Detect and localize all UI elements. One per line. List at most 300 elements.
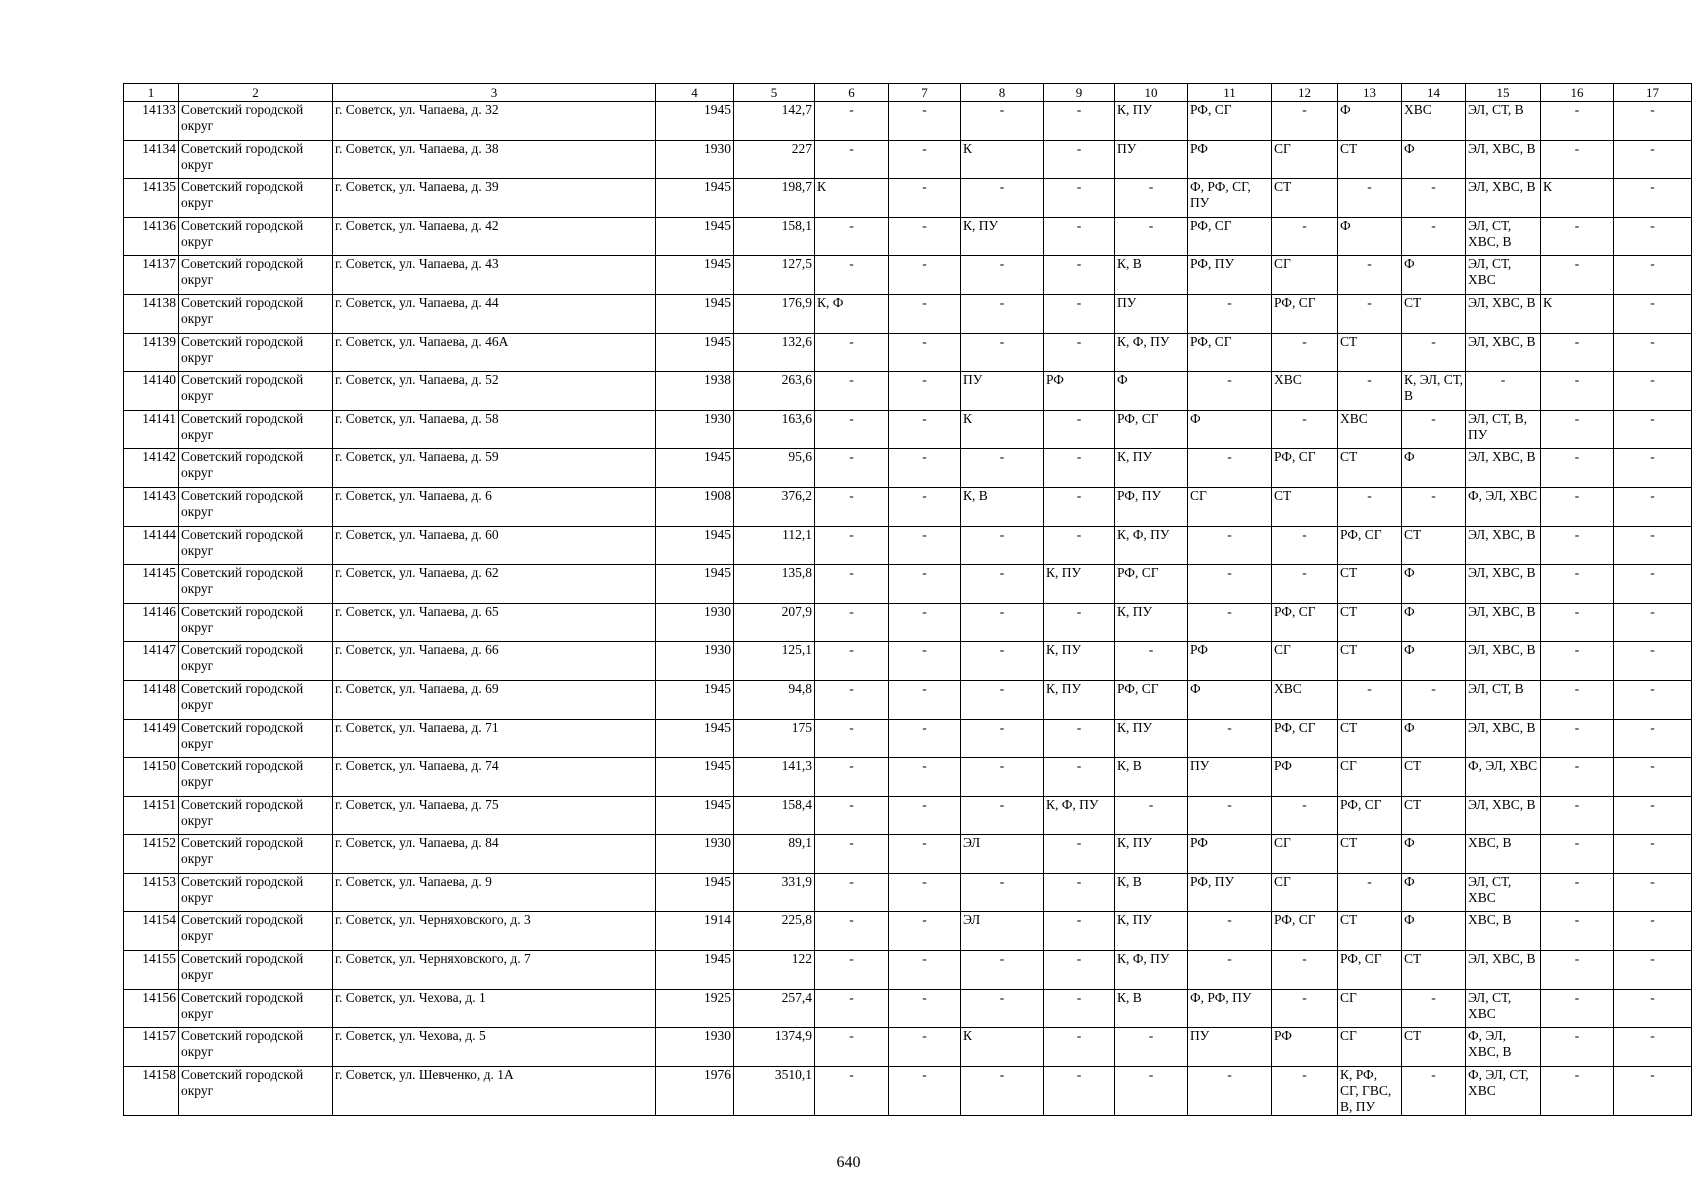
cell-col-11: - bbox=[1188, 912, 1272, 951]
cell-col-16: - bbox=[1541, 526, 1614, 565]
column-header-11: 11 bbox=[1188, 84, 1272, 102]
cell-col-17: - bbox=[1614, 256, 1692, 295]
column-header-14: 14 bbox=[1402, 84, 1466, 102]
cell-col-10: - bbox=[1115, 796, 1188, 835]
cell-col-17: - bbox=[1614, 951, 1692, 990]
table-row bbox=[124, 410, 1692, 449]
cell-col-16: - bbox=[1541, 372, 1614, 411]
cell-col-10: - bbox=[1115, 217, 1188, 256]
cell-col-4: 1930 bbox=[656, 1028, 734, 1067]
cell-col-5: 141,3 bbox=[734, 758, 815, 797]
cell-col-14: Ф bbox=[1402, 565, 1466, 604]
cell-col-8: К, ПУ bbox=[961, 217, 1044, 256]
cell-col-1: 14145 bbox=[124, 565, 179, 604]
cell-col-3: г. Советск, ул. Чапаева, д. 71 bbox=[333, 719, 656, 758]
cell-col-7: - bbox=[889, 1028, 961, 1067]
cell-col-17: - bbox=[1614, 1066, 1692, 1115]
cell-col-6: - bbox=[815, 449, 889, 488]
cell-col-9: - bbox=[1044, 835, 1115, 874]
cell-col-12: СТ bbox=[1272, 487, 1338, 526]
cell-col-13: СТ bbox=[1338, 719, 1402, 758]
table-row bbox=[124, 140, 1692, 179]
cell-col-15: ЭЛ, ХВС, В bbox=[1466, 333, 1541, 372]
cell-col-17: - bbox=[1614, 796, 1692, 835]
cell-col-12: ХВС bbox=[1272, 680, 1338, 719]
cell-col-3: г. Советск, ул. Чапаева, д. 44 bbox=[333, 294, 656, 333]
cell-col-11: - bbox=[1188, 796, 1272, 835]
cell-col-7: - bbox=[889, 487, 961, 526]
cell-col-10: К, ПУ bbox=[1115, 449, 1188, 488]
cell-col-7: - bbox=[889, 410, 961, 449]
cell-col-12: РФ bbox=[1272, 758, 1338, 797]
cell-col-10: - bbox=[1115, 1066, 1188, 1115]
table-row bbox=[124, 912, 1692, 951]
cell-col-12: СТ bbox=[1272, 179, 1338, 218]
cell-col-16: - bbox=[1541, 873, 1614, 912]
cell-col-6: - bbox=[815, 372, 889, 411]
cell-col-2: Советский городской округ bbox=[179, 179, 333, 218]
cell-col-6: - bbox=[815, 487, 889, 526]
cell-col-4: 1930 bbox=[656, 642, 734, 681]
cell-col-3: г. Советск, ул. Чапаева, д. 69 bbox=[333, 680, 656, 719]
cell-col-16: - bbox=[1541, 256, 1614, 295]
cell-col-12: РФ bbox=[1272, 1028, 1338, 1067]
cell-col-5: 175 bbox=[734, 719, 815, 758]
cell-col-17: - bbox=[1614, 333, 1692, 372]
cell-col-2: Советский городской округ bbox=[179, 989, 333, 1028]
cell-col-16: - bbox=[1541, 140, 1614, 179]
cell-col-8: - bbox=[961, 449, 1044, 488]
cell-col-2: Советский городской округ bbox=[179, 951, 333, 990]
cell-col-4: 1945 bbox=[656, 526, 734, 565]
cell-col-15: ЭЛ, СТ, В bbox=[1466, 102, 1541, 141]
column-header-15: 15 bbox=[1466, 84, 1541, 102]
cell-col-11: - bbox=[1188, 719, 1272, 758]
cell-col-14: К, ЭЛ, СТ, В bbox=[1402, 372, 1466, 411]
column-header-1: 1 bbox=[124, 84, 179, 102]
cell-col-3: г. Советск, ул. Чапаева, д. 32 bbox=[333, 102, 656, 141]
cell-col-16: - bbox=[1541, 333, 1614, 372]
cell-col-3: г. Советск, ул. Чапаева, д. 66 bbox=[333, 642, 656, 681]
cell-col-14: - bbox=[1402, 1066, 1466, 1115]
cell-col-7: - bbox=[889, 873, 961, 912]
cell-col-17: - bbox=[1614, 102, 1692, 141]
cell-col-13: СГ bbox=[1338, 989, 1402, 1028]
cell-col-5: 94,8 bbox=[734, 680, 815, 719]
cell-col-10: К, ПУ bbox=[1115, 912, 1188, 951]
cell-col-6: - bbox=[815, 835, 889, 874]
cell-col-6: - bbox=[815, 526, 889, 565]
cell-col-10: К, ПУ bbox=[1115, 603, 1188, 642]
cell-col-13: Ф bbox=[1338, 217, 1402, 256]
table-row bbox=[124, 873, 1692, 912]
cell-col-13: СТ bbox=[1338, 565, 1402, 604]
cell-col-1: 14149 bbox=[124, 719, 179, 758]
cell-col-9: К, ПУ bbox=[1044, 642, 1115, 681]
cell-col-7: - bbox=[889, 758, 961, 797]
cell-col-13: СГ bbox=[1338, 758, 1402, 797]
table-body bbox=[124, 102, 1692, 1116]
cell-col-15: Ф, ЭЛ, ХВС bbox=[1466, 758, 1541, 797]
cell-col-7: - bbox=[889, 526, 961, 565]
cell-col-16: - bbox=[1541, 680, 1614, 719]
cell-col-15: ЭЛ, ХВС, В bbox=[1466, 140, 1541, 179]
cell-col-15: ЭЛ, ХВС, В bbox=[1466, 449, 1541, 488]
cell-col-9: - bbox=[1044, 873, 1115, 912]
cell-col-1: 14153 bbox=[124, 873, 179, 912]
cell-col-13: - bbox=[1338, 873, 1402, 912]
cell-col-14: Ф bbox=[1402, 449, 1466, 488]
cell-col-16: - bbox=[1541, 719, 1614, 758]
cell-col-7: - bbox=[889, 989, 961, 1028]
cell-col-13: СТ bbox=[1338, 642, 1402, 681]
cell-col-15: Ф, ЭЛ, ХВС bbox=[1466, 487, 1541, 526]
cell-col-2: Советский городской округ bbox=[179, 835, 333, 874]
column-header-5: 5 bbox=[734, 84, 815, 102]
cell-col-4: 1945 bbox=[656, 217, 734, 256]
cell-col-9: - bbox=[1044, 179, 1115, 218]
cell-col-7: - bbox=[889, 102, 961, 141]
cell-col-8: К bbox=[961, 1028, 1044, 1067]
cell-col-11: РФ bbox=[1188, 642, 1272, 681]
cell-col-8: ЭЛ bbox=[961, 912, 1044, 951]
table-header bbox=[124, 84, 1692, 102]
cell-col-16: - bbox=[1541, 758, 1614, 797]
cell-col-15: ЭЛ, ХВС, В bbox=[1466, 642, 1541, 681]
cell-col-2: Советский городской округ bbox=[179, 487, 333, 526]
cell-col-13: СТ bbox=[1338, 449, 1402, 488]
column-header-10: 10 bbox=[1115, 84, 1188, 102]
cell-col-5: 376,2 bbox=[734, 487, 815, 526]
cell-col-12: СГ bbox=[1272, 256, 1338, 295]
cell-col-7: - bbox=[889, 294, 961, 333]
cell-col-3: г. Советск, ул. Чапаева, д. 62 bbox=[333, 565, 656, 604]
cell-col-10: Ф bbox=[1115, 372, 1188, 411]
cell-col-11: - bbox=[1188, 1066, 1272, 1115]
cell-col-2: Советский городской округ bbox=[179, 873, 333, 912]
cell-col-14: - bbox=[1402, 680, 1466, 719]
cell-col-3: г. Советск, ул. Чехова, д. 5 bbox=[333, 1028, 656, 1067]
cell-col-8: - bbox=[961, 333, 1044, 372]
cell-col-16: - bbox=[1541, 1028, 1614, 1067]
cell-col-10: К, В bbox=[1115, 758, 1188, 797]
cell-col-9: - bbox=[1044, 217, 1115, 256]
cell-col-5: 112,1 bbox=[734, 526, 815, 565]
cell-col-5: 125,1 bbox=[734, 642, 815, 681]
cell-col-7: - bbox=[889, 603, 961, 642]
cell-col-4: 1908 bbox=[656, 487, 734, 526]
cell-col-9: - bbox=[1044, 912, 1115, 951]
cell-col-12: РФ, СГ bbox=[1272, 294, 1338, 333]
table-row bbox=[124, 487, 1692, 526]
column-header-3: 3 bbox=[333, 84, 656, 102]
cell-col-11: РФ, СГ bbox=[1188, 333, 1272, 372]
table-row bbox=[124, 565, 1692, 604]
cell-col-2: Советский городской округ bbox=[179, 217, 333, 256]
cell-col-1: 14155 bbox=[124, 951, 179, 990]
cell-col-6: - bbox=[815, 951, 889, 990]
column-header-16: 16 bbox=[1541, 84, 1614, 102]
cell-col-13: - bbox=[1338, 372, 1402, 411]
cell-col-12: - bbox=[1272, 989, 1338, 1028]
cell-col-16: - bbox=[1541, 603, 1614, 642]
cell-col-6: К, Ф bbox=[815, 294, 889, 333]
cell-col-14: Ф bbox=[1402, 642, 1466, 681]
cell-col-1: 14154 bbox=[124, 912, 179, 951]
cell-col-16: - bbox=[1541, 642, 1614, 681]
cell-col-6: - bbox=[815, 565, 889, 604]
cell-col-15: Ф, ЭЛ, ХВС, В bbox=[1466, 1028, 1541, 1067]
cell-col-9: - bbox=[1044, 410, 1115, 449]
cell-col-15: ЭЛ, СТ, ХВС bbox=[1466, 989, 1541, 1028]
cell-col-2: Советский городской округ bbox=[179, 333, 333, 372]
table-row bbox=[124, 758, 1692, 797]
table-row bbox=[124, 642, 1692, 681]
cell-col-17: - bbox=[1614, 410, 1692, 449]
cell-col-5: 227 bbox=[734, 140, 815, 179]
cell-col-9: - bbox=[1044, 603, 1115, 642]
cell-col-11: РФ, ПУ bbox=[1188, 256, 1272, 295]
cell-col-6: - bbox=[815, 1028, 889, 1067]
cell-col-6: - bbox=[815, 256, 889, 295]
cell-col-1: 14134 bbox=[124, 140, 179, 179]
cell-col-9: К, ПУ bbox=[1044, 565, 1115, 604]
cell-col-7: - bbox=[889, 912, 961, 951]
cell-col-4: 1976 bbox=[656, 1066, 734, 1115]
cell-col-3: г. Советск, ул. Чапаева, д. 43 bbox=[333, 256, 656, 295]
cell-col-3: г. Советск, ул. Чапаева, д. 39 bbox=[333, 179, 656, 218]
cell-col-12: - bbox=[1272, 217, 1338, 256]
table-row bbox=[124, 333, 1692, 372]
cell-col-14: Ф bbox=[1402, 719, 1466, 758]
cell-col-3: г. Советск, ул. Чапаева, д. 52 bbox=[333, 372, 656, 411]
cell-col-3: г. Советск, ул. Чапаева, д. 84 bbox=[333, 835, 656, 874]
cell-col-16: - bbox=[1541, 1066, 1614, 1115]
cell-col-13: СТ bbox=[1338, 603, 1402, 642]
cell-col-9: - bbox=[1044, 719, 1115, 758]
cell-col-8: - bbox=[961, 179, 1044, 218]
cell-col-8: - bbox=[961, 256, 1044, 295]
cell-col-2: Советский городской округ bbox=[179, 603, 333, 642]
cell-col-17: - bbox=[1614, 487, 1692, 526]
table-row bbox=[124, 835, 1692, 874]
cell-col-10: - bbox=[1115, 642, 1188, 681]
cell-col-1: 14135 bbox=[124, 179, 179, 218]
cell-col-15: ЭЛ, СТ, ХВС bbox=[1466, 873, 1541, 912]
cell-col-8: - bbox=[961, 294, 1044, 333]
cell-col-6: - bbox=[815, 873, 889, 912]
header-row bbox=[124, 84, 1692, 102]
cell-col-5: 198,7 bbox=[734, 179, 815, 218]
cell-col-11: СГ bbox=[1188, 487, 1272, 526]
cell-col-8: ЭЛ bbox=[961, 835, 1044, 874]
cell-col-17: - bbox=[1614, 873, 1692, 912]
cell-col-12: РФ, СГ bbox=[1272, 603, 1338, 642]
cell-col-9: - bbox=[1044, 140, 1115, 179]
cell-col-12: СГ bbox=[1272, 835, 1338, 874]
cell-col-1: 14133 bbox=[124, 102, 179, 141]
cell-col-7: - bbox=[889, 140, 961, 179]
cell-col-3: г. Советск, ул. Чапаева, д. 59 bbox=[333, 449, 656, 488]
cell-col-1: 14139 bbox=[124, 333, 179, 372]
cell-col-8: - bbox=[961, 102, 1044, 141]
cell-col-1: 14140 bbox=[124, 372, 179, 411]
cell-col-3: г. Советск, ул. Чапаева, д. 6 bbox=[333, 487, 656, 526]
cell-col-2: Советский городской округ bbox=[179, 642, 333, 681]
cell-col-1: 14147 bbox=[124, 642, 179, 681]
cell-col-10: К, В bbox=[1115, 256, 1188, 295]
cell-col-5: 132,6 bbox=[734, 333, 815, 372]
cell-col-15: ХВС, В bbox=[1466, 912, 1541, 951]
column-header-12: 12 bbox=[1272, 84, 1338, 102]
cell-col-2: Советский городской округ bbox=[179, 758, 333, 797]
cell-col-17: - bbox=[1614, 1028, 1692, 1067]
cell-col-3: г. Советск, ул. Чапаева, д. 58 bbox=[333, 410, 656, 449]
cell-col-12: - bbox=[1272, 333, 1338, 372]
cell-col-14: Ф bbox=[1402, 873, 1466, 912]
cell-col-9: - bbox=[1044, 256, 1115, 295]
cell-col-9: - bbox=[1044, 951, 1115, 990]
cell-col-5: 158,1 bbox=[734, 217, 815, 256]
cell-col-14: - bbox=[1402, 333, 1466, 372]
cell-col-6: - bbox=[815, 719, 889, 758]
cell-col-11: Ф, РФ, ПУ bbox=[1188, 989, 1272, 1028]
cell-col-8: К, В bbox=[961, 487, 1044, 526]
cell-col-2: Советский городской округ bbox=[179, 1028, 333, 1067]
cell-col-3: г. Советск, ул. Чапаева, д. 42 bbox=[333, 217, 656, 256]
cell-col-15: ЭЛ, СТ, В, ПУ bbox=[1466, 410, 1541, 449]
table-row bbox=[124, 179, 1692, 218]
table-row bbox=[124, 256, 1692, 295]
cell-col-5: 1374,9 bbox=[734, 1028, 815, 1067]
cell-col-15: ЭЛ, ХВС, В bbox=[1466, 719, 1541, 758]
cell-col-2: Советский городской округ bbox=[179, 526, 333, 565]
cell-col-14: - bbox=[1402, 217, 1466, 256]
cell-col-12: - bbox=[1272, 102, 1338, 141]
column-header-17: 17 bbox=[1614, 84, 1692, 102]
cell-col-9: - bbox=[1044, 102, 1115, 141]
cell-col-7: - bbox=[889, 333, 961, 372]
cell-col-2: Советский городской округ bbox=[179, 102, 333, 141]
cell-col-13: ХВС bbox=[1338, 410, 1402, 449]
cell-col-14: Ф bbox=[1402, 835, 1466, 874]
cell-col-16: - bbox=[1541, 951, 1614, 990]
cell-col-2: Советский городской округ bbox=[179, 719, 333, 758]
cell-col-13: - bbox=[1338, 179, 1402, 218]
cell-col-7: - bbox=[889, 719, 961, 758]
cell-col-9: - bbox=[1044, 1066, 1115, 1115]
cell-col-2: Советский городской округ bbox=[179, 565, 333, 604]
cell-col-4: 1945 bbox=[656, 796, 734, 835]
cell-col-2: Советский городской округ bbox=[179, 796, 333, 835]
cell-col-7: - bbox=[889, 217, 961, 256]
cell-col-7: - bbox=[889, 449, 961, 488]
cell-col-4: 1945 bbox=[656, 873, 734, 912]
cell-col-17: - bbox=[1614, 217, 1692, 256]
cell-col-7: - bbox=[889, 642, 961, 681]
cell-col-16: - bbox=[1541, 912, 1614, 951]
cell-col-15: ЭЛ, СТ, В bbox=[1466, 680, 1541, 719]
cell-col-3: г. Советск, ул. Чапаева, д. 75 bbox=[333, 796, 656, 835]
cell-col-8: - bbox=[961, 642, 1044, 681]
cell-col-1: 14156 bbox=[124, 989, 179, 1028]
cell-col-12: - bbox=[1272, 565, 1338, 604]
cell-col-16: - bbox=[1541, 835, 1614, 874]
cell-col-1: 14138 bbox=[124, 294, 179, 333]
cell-col-9: - bbox=[1044, 487, 1115, 526]
cell-col-12: РФ, СГ bbox=[1272, 449, 1338, 488]
cell-col-5: 257,4 bbox=[734, 989, 815, 1028]
cell-col-10: К, ПУ bbox=[1115, 719, 1188, 758]
cell-col-16: К bbox=[1541, 294, 1614, 333]
table-row bbox=[124, 680, 1692, 719]
cell-col-9: К, Ф, ПУ bbox=[1044, 796, 1115, 835]
cell-col-3: г. Советск, ул. Чапаева, д. 9 bbox=[333, 873, 656, 912]
cell-col-7: - bbox=[889, 680, 961, 719]
cell-col-17: - bbox=[1614, 758, 1692, 797]
cell-col-9: - bbox=[1044, 758, 1115, 797]
cell-col-10: - bbox=[1115, 179, 1188, 218]
cell-col-1: 14143 bbox=[124, 487, 179, 526]
cell-col-1: 14157 bbox=[124, 1028, 179, 1067]
register-table bbox=[123, 83, 1692, 1116]
cell-col-5: 225,8 bbox=[734, 912, 815, 951]
cell-col-17: - bbox=[1614, 835, 1692, 874]
cell-col-9: - bbox=[1044, 294, 1115, 333]
cell-col-16: - bbox=[1541, 102, 1614, 141]
cell-col-11: РФ, СГ bbox=[1188, 217, 1272, 256]
cell-col-2: Советский городской округ bbox=[179, 449, 333, 488]
cell-col-6: - bbox=[815, 912, 889, 951]
cell-col-12: ХВС bbox=[1272, 372, 1338, 411]
cell-col-6: - bbox=[815, 1066, 889, 1115]
cell-col-13: СТ bbox=[1338, 333, 1402, 372]
cell-col-10: К, Ф, ПУ bbox=[1115, 526, 1188, 565]
cell-col-8: - bbox=[961, 565, 1044, 604]
cell-col-14: - bbox=[1402, 179, 1466, 218]
cell-col-11: ПУ bbox=[1188, 1028, 1272, 1067]
cell-col-16: - bbox=[1541, 410, 1614, 449]
cell-col-2: Советский городской округ bbox=[179, 912, 333, 951]
table-row bbox=[124, 951, 1692, 990]
cell-col-13: СГ bbox=[1338, 1028, 1402, 1067]
cell-col-2: Советский городской округ bbox=[179, 140, 333, 179]
cell-col-10: К, ПУ bbox=[1115, 102, 1188, 141]
cell-col-1: 14148 bbox=[124, 680, 179, 719]
cell-col-5: 176,9 bbox=[734, 294, 815, 333]
cell-col-5: 331,9 bbox=[734, 873, 815, 912]
cell-col-14: ХВС bbox=[1402, 102, 1466, 141]
cell-col-11: РФ bbox=[1188, 140, 1272, 179]
cell-col-2: Советский городской округ bbox=[179, 410, 333, 449]
cell-col-5: 89,1 bbox=[734, 835, 815, 874]
cell-col-13: - bbox=[1338, 487, 1402, 526]
cell-col-1: 14152 bbox=[124, 835, 179, 874]
column-header-13: 13 bbox=[1338, 84, 1402, 102]
cell-col-3: г. Советск, ул. Черняховского, д. 7 bbox=[333, 951, 656, 990]
cell-col-15: ЭЛ, ХВС, В bbox=[1466, 294, 1541, 333]
cell-col-6: - bbox=[815, 102, 889, 141]
cell-col-17: - bbox=[1614, 719, 1692, 758]
cell-col-9: РФ bbox=[1044, 372, 1115, 411]
cell-col-7: - bbox=[889, 1066, 961, 1115]
cell-col-10: К, Ф, ПУ bbox=[1115, 951, 1188, 990]
cell-col-3: г. Советск, ул. Чехова, д. 1 bbox=[333, 989, 656, 1028]
cell-col-11: - bbox=[1188, 951, 1272, 990]
cell-col-6: - bbox=[815, 680, 889, 719]
cell-col-9: - bbox=[1044, 526, 1115, 565]
cell-col-8: - bbox=[961, 603, 1044, 642]
